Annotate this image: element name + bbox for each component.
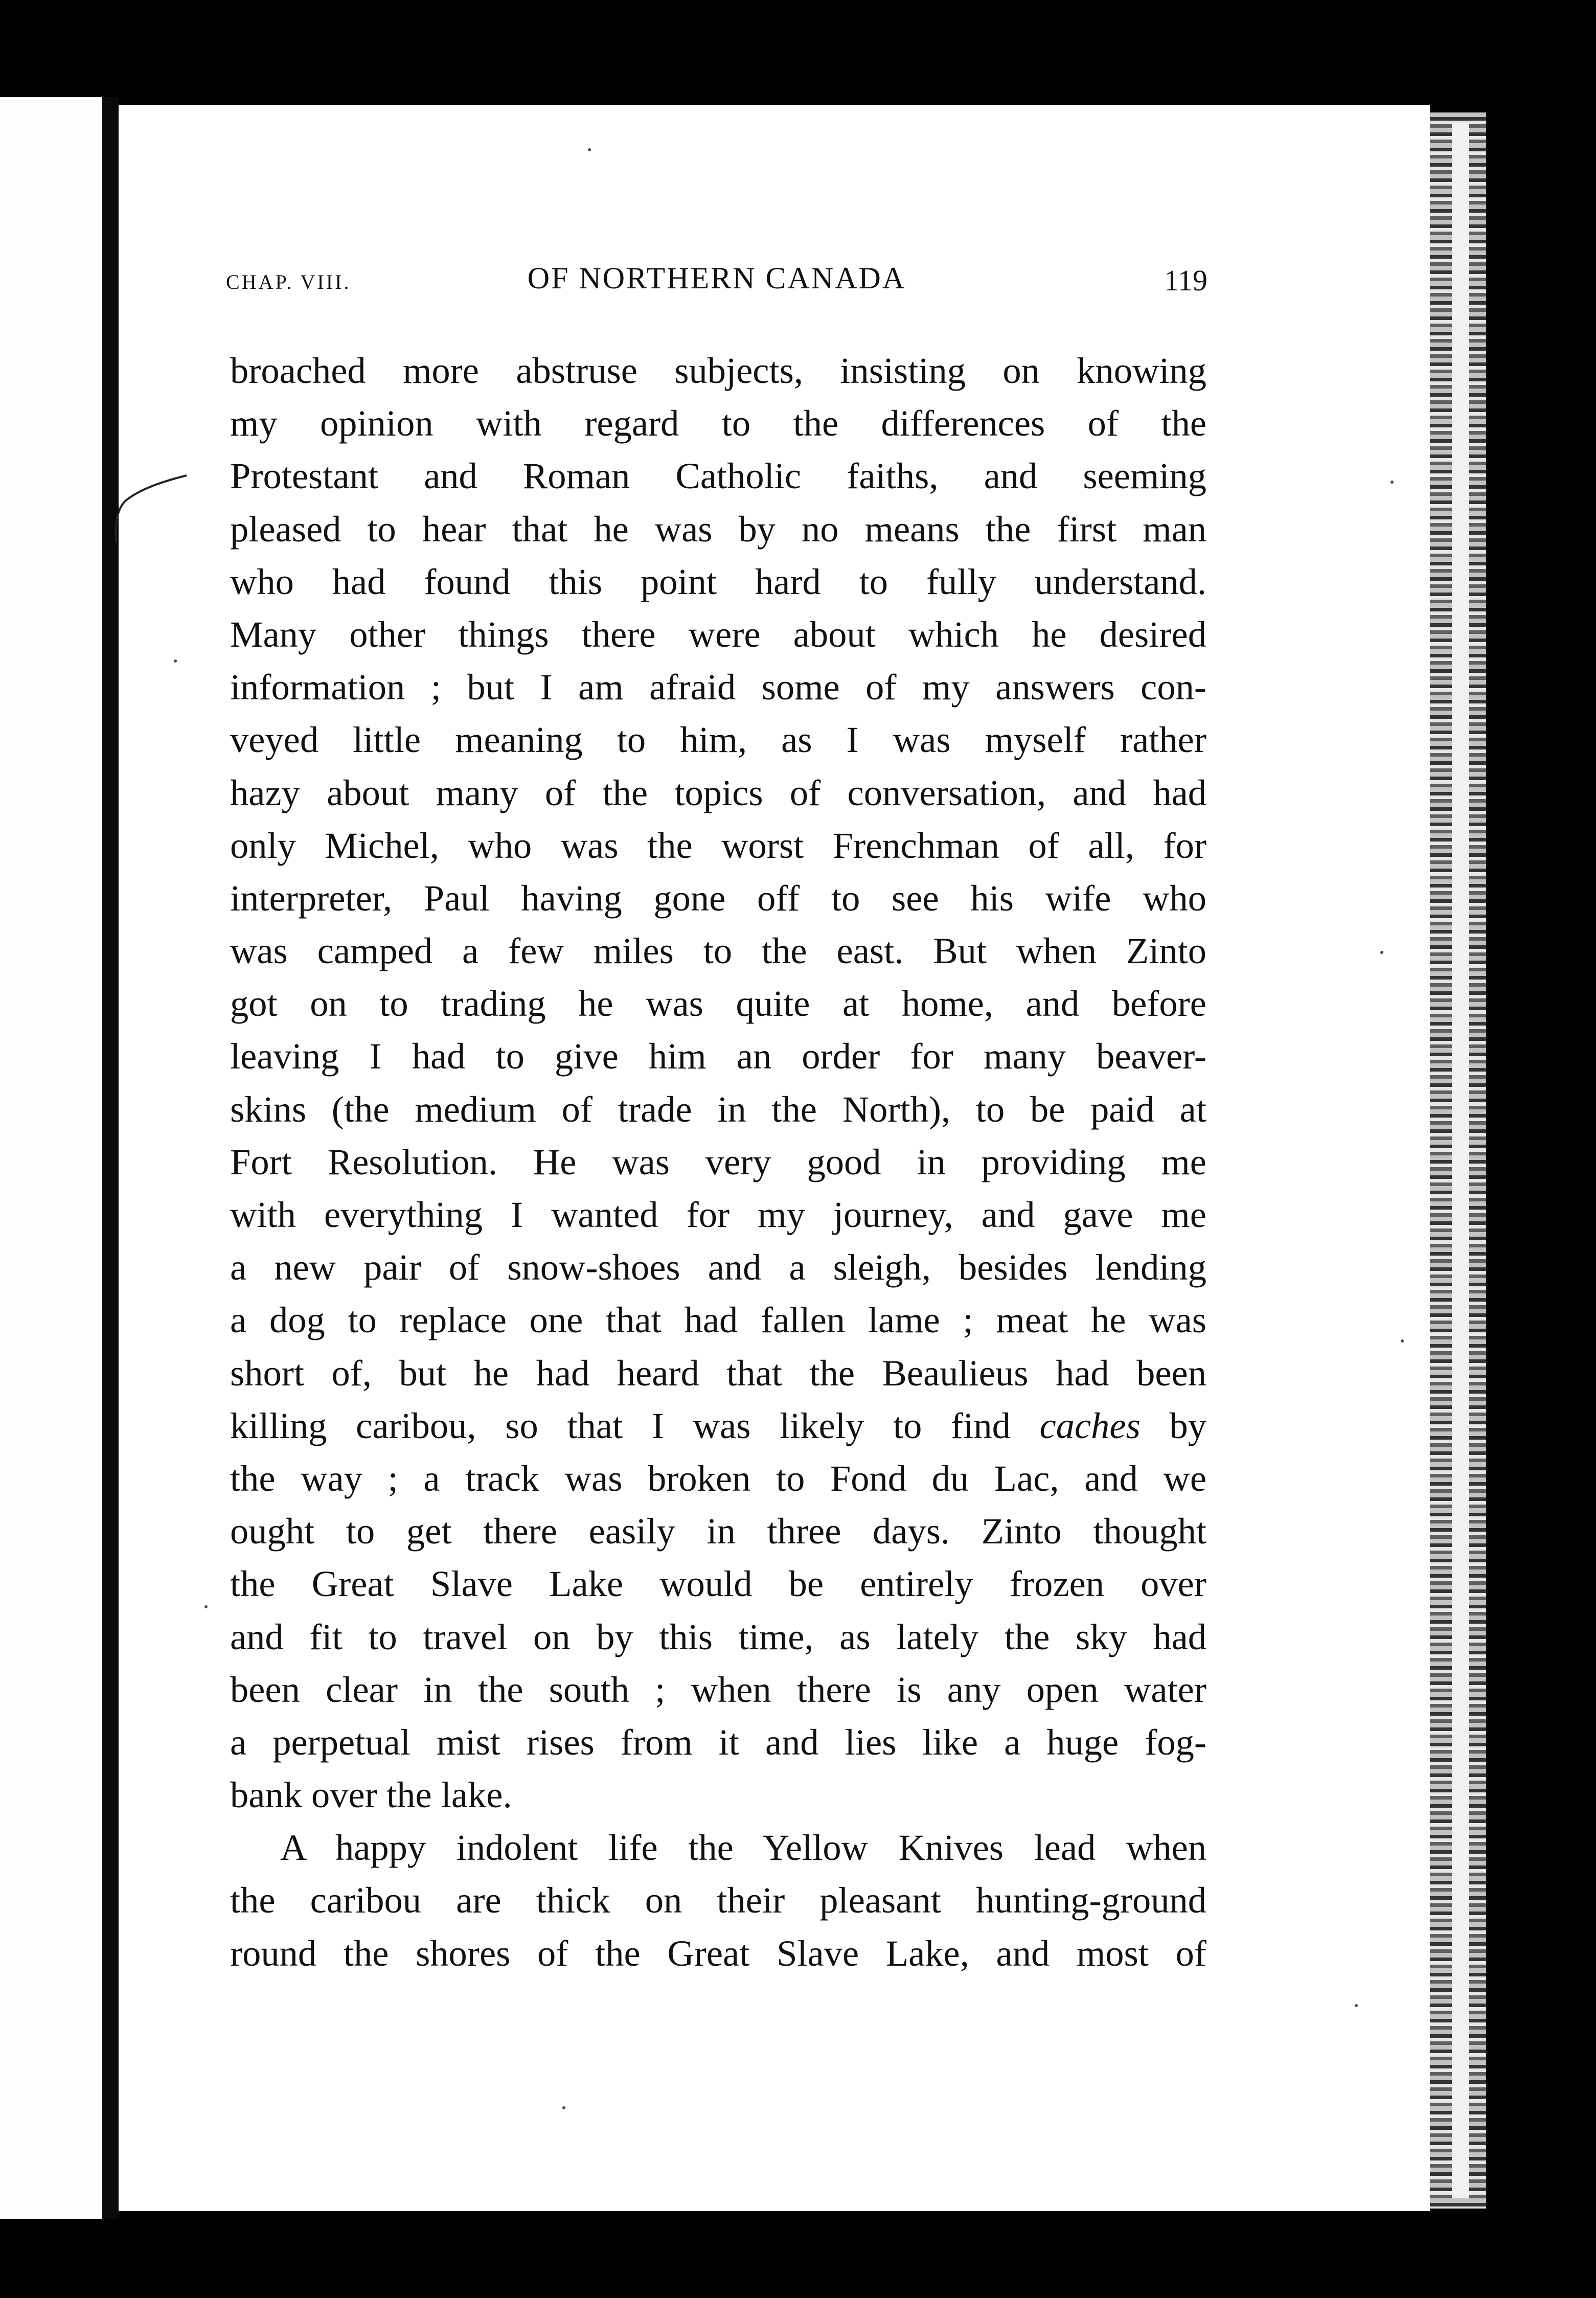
- text-line: my opinion with regard to the differences of the: [230, 402, 1206, 444]
- paragraph-start-line: A happy indolent life the Yellow Knives lead when: [280, 1827, 1206, 1869]
- text-line: was camped a few miles to the east. But when Zinto: [230, 930, 1206, 972]
- scan-speck: [1380, 951, 1383, 954]
- scan-speck: [562, 2106, 565, 2109]
- text-line: and fit to travel on by this time, as lately the sky had: [230, 1616, 1206, 1657]
- text-line: Fort Resolution. He was very good in providing me: [230, 1141, 1206, 1182]
- text-line: with everything I wanted for my journey, and gave me: [230, 1194, 1206, 1235]
- chapter-label: CHAP. VIII.: [226, 270, 351, 293]
- text-line: the caribou are thick on their pleasant hunting-ground: [230, 1879, 1206, 1921]
- text-line: skins (the medium of trade in the North), to be paid at: [230, 1088, 1206, 1130]
- text-run: killing caribou, so that I was likely to find: [230, 1404, 1040, 1446]
- running-title: OF NORTHERN CANADA: [527, 261, 906, 295]
- text-line: been clear in the south ; when there is any open water: [230, 1668, 1206, 1710]
- text-line: the way ; a track was broken to Fond du Lac, and we: [230, 1457, 1206, 1499]
- paragraph-end-line: bank over the lake.: [230, 1774, 512, 1816]
- scan-speck: [588, 148, 591, 151]
- text-run: by: [1140, 1404, 1206, 1446]
- margin-pencil-mark: [110, 470, 192, 547]
- text-line: who had found this point hard to fully understand.: [230, 560, 1206, 602]
- text-line: pleased to hear that he was by no means the first man: [230, 508, 1206, 550]
- scan-speck: [174, 659, 177, 663]
- text-line: Protestant and Roman Catholic faiths, and seeming: [230, 455, 1206, 497]
- text-line-with-italic: [230, 1399, 1206, 1452]
- text-line: interpreter, Paul having gone off to see his wife who: [230, 877, 1206, 919]
- text-line: round the shores of the Great Slave Lake, and most of: [230, 1932, 1206, 1974]
- text-line: a dog to replace one that had fallen lame ; meat he was: [230, 1299, 1206, 1341]
- text-line: a new pair of snow-shoes and a sleigh, besides lending: [230, 1246, 1206, 1288]
- running-header: [226, 261, 1207, 307]
- scan-speck: [204, 1605, 208, 1608]
- text-line: ought to get there easily in three days. Zinto thought: [230, 1510, 1206, 1552]
- text-line: only Michel, who was the worst Frenchman of all, for: [230, 824, 1206, 866]
- text-line: broached more abstruse subjects, insisting on knowing: [230, 350, 1206, 391]
- scan-speck: [1355, 2004, 1358, 2007]
- text-line: the Great Slave Lake would be entirely frozen over: [230, 1563, 1206, 1605]
- scan-speck: [1401, 1339, 1404, 1343]
- italic-word: caches: [1039, 1404, 1141, 1446]
- text-line: hazy about many of the topics of conversation, and had: [230, 771, 1206, 813]
- text-line: a perpetual mist rises from it and lies like a huge fog-: [230, 1721, 1206, 1763]
- page-number: 119: [1164, 264, 1207, 297]
- text-line: got on to trading he was quite at home, and before: [230, 983, 1206, 1025]
- text-line: Many other things there were about which he desired: [230, 613, 1206, 655]
- text-line: leaving I had to give him an order for many beaver-: [230, 1035, 1206, 1077]
- binding-shadow: [102, 97, 119, 2219]
- facing-page-edge: [0, 97, 107, 2219]
- text-line: veyed little meaning to him, as I was myself rather: [230, 719, 1206, 761]
- scan-speck: [1390, 481, 1394, 484]
- text-line: short of, but he had heard that the Beaulieus had been: [230, 1352, 1206, 1394]
- body-text: [230, 344, 1206, 1980]
- page-stack-highlight: [1452, 123, 1469, 2198]
- text-line: information ; but I am afraid some of my answers con-: [230, 666, 1206, 708]
